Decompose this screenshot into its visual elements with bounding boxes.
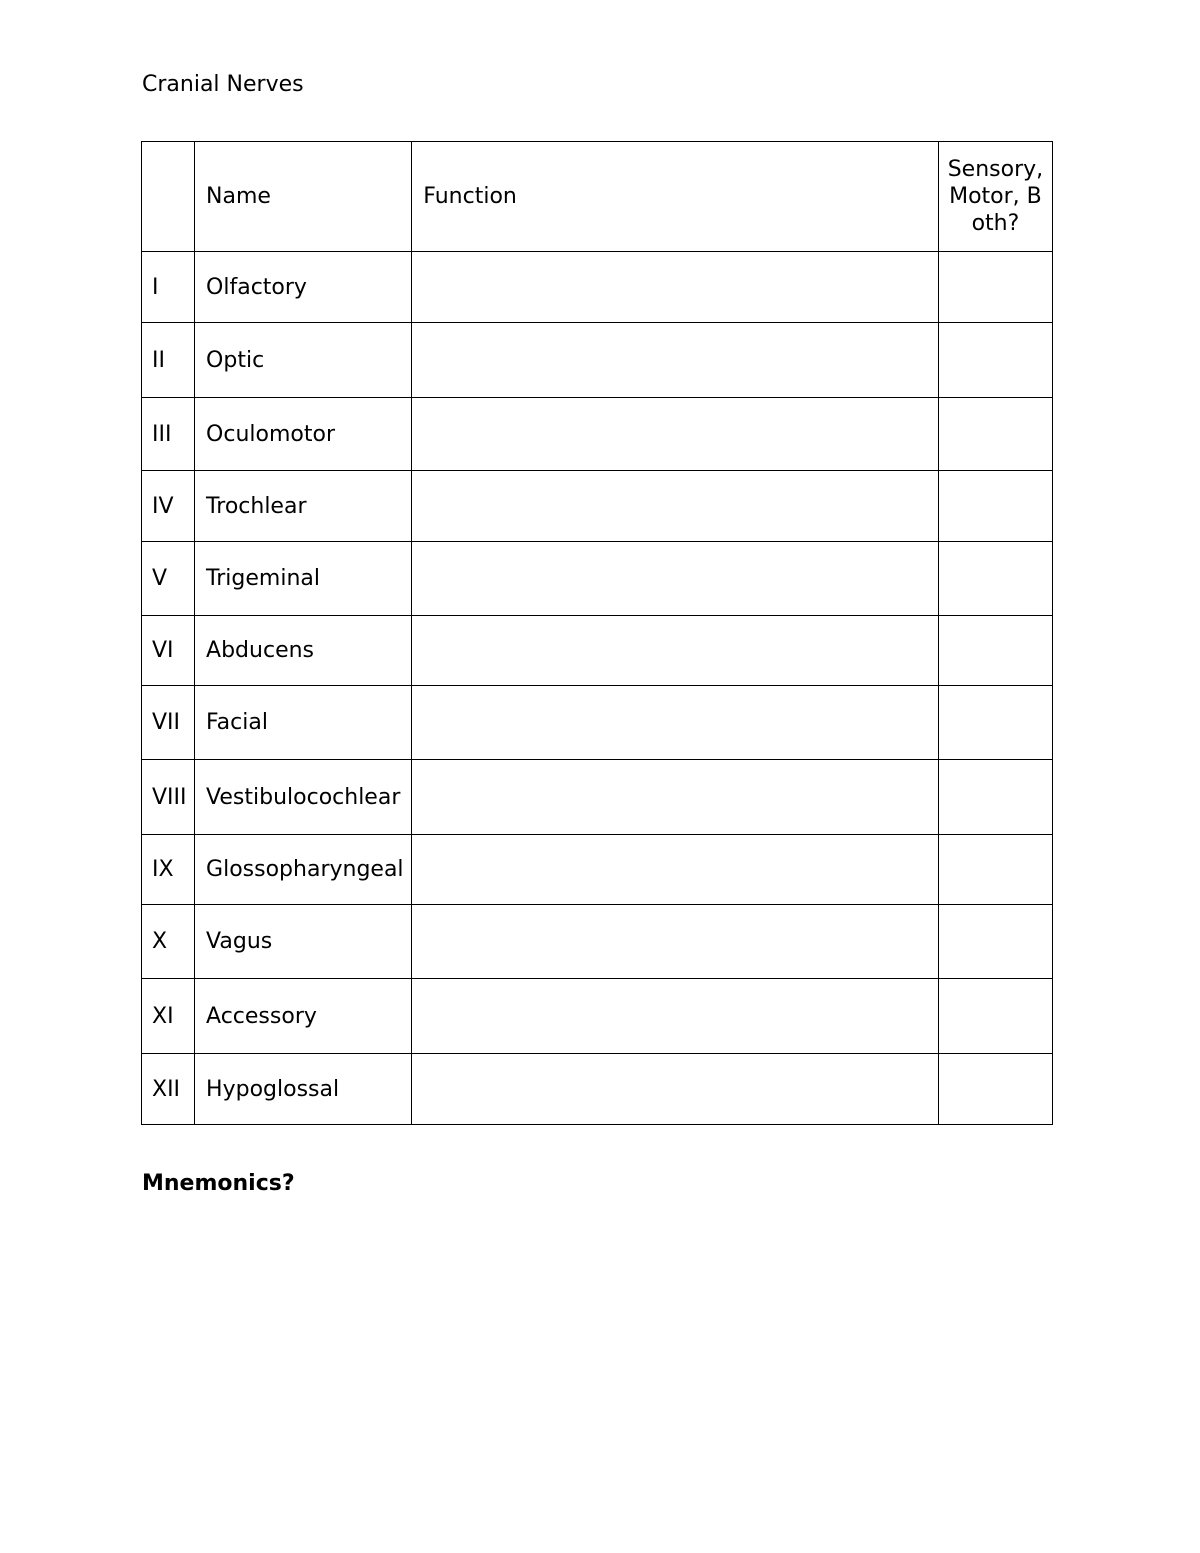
nerve-name: Abducens [195,616,412,686]
nerve-number: VII [142,686,195,760]
table-row [142,542,1053,616]
nerve-number: I [142,252,195,323]
type-cell[interactable] [938,686,1052,760]
function-cell[interactable] [412,542,939,616]
mnemonics-heading: Mnemonics? [142,1171,295,1196]
function-cell[interactable] [412,835,939,905]
table-row [142,1054,1053,1125]
table-row [142,760,1053,835]
nerve-name: Trochlear [195,471,412,542]
type-cell[interactable] [938,323,1052,398]
nerve-number: IX [142,835,195,905]
function-cell[interactable] [412,686,939,760]
function-cell[interactable] [412,398,939,471]
function-cell[interactable] [412,252,939,323]
nerve-number: III [142,398,195,471]
function-cell[interactable] [412,471,939,542]
nerve-number: II [142,323,195,398]
type-cell[interactable] [938,471,1052,542]
function-cell[interactable] [412,760,939,835]
header-function: Function [412,142,939,252]
table-row [142,398,1053,471]
type-cell[interactable] [938,252,1052,323]
table-row [142,252,1053,323]
cranial-nerves-table [141,141,1053,1125]
nerve-number: VIII [142,760,195,835]
type-cell[interactable] [938,760,1052,835]
nerve-number: IV [142,471,195,542]
nerve-number: XII [142,1054,195,1125]
header-sensory-motor: Sensory, Motor, Both? [938,142,1052,252]
table-row [142,323,1053,398]
nerve-number: VI [142,616,195,686]
nerve-number: X [142,905,195,979]
table-row [142,686,1053,760]
function-cell[interactable] [412,905,939,979]
nerve-name: Olfactory [195,252,412,323]
type-cell[interactable] [938,979,1052,1054]
table-row [142,471,1053,542]
table-row [142,835,1053,905]
type-cell[interactable] [938,542,1052,616]
page-title: Cranial Nerves [142,72,304,97]
nerve-name: Glossopharyngeal [195,835,412,905]
nerve-name: Accessory [195,979,412,1054]
function-cell[interactable] [412,979,939,1054]
header-name: Name [195,142,412,252]
table-row [142,905,1053,979]
function-cell[interactable] [412,616,939,686]
function-cell[interactable] [412,1054,939,1125]
nerve-name: Optic [195,323,412,398]
nerve-number: XI [142,979,195,1054]
table-row [142,616,1053,686]
table-row [142,979,1053,1054]
nerve-name: Vagus [195,905,412,979]
nerve-name: Oculomotor [195,398,412,471]
type-cell[interactable] [938,905,1052,979]
header-number [142,142,195,252]
type-cell[interactable] [938,835,1052,905]
type-cell[interactable] [938,1054,1052,1125]
nerve-name: Trigeminal [195,542,412,616]
nerve-number: V [142,542,195,616]
nerve-name: Hypoglossal [195,1054,412,1125]
nerve-name: Vestibulocochlear [195,760,412,835]
type-cell[interactable] [938,616,1052,686]
function-cell[interactable] [412,323,939,398]
nerve-name: Facial [195,686,412,760]
table-header-row [142,142,1053,252]
type-cell[interactable] [938,398,1052,471]
